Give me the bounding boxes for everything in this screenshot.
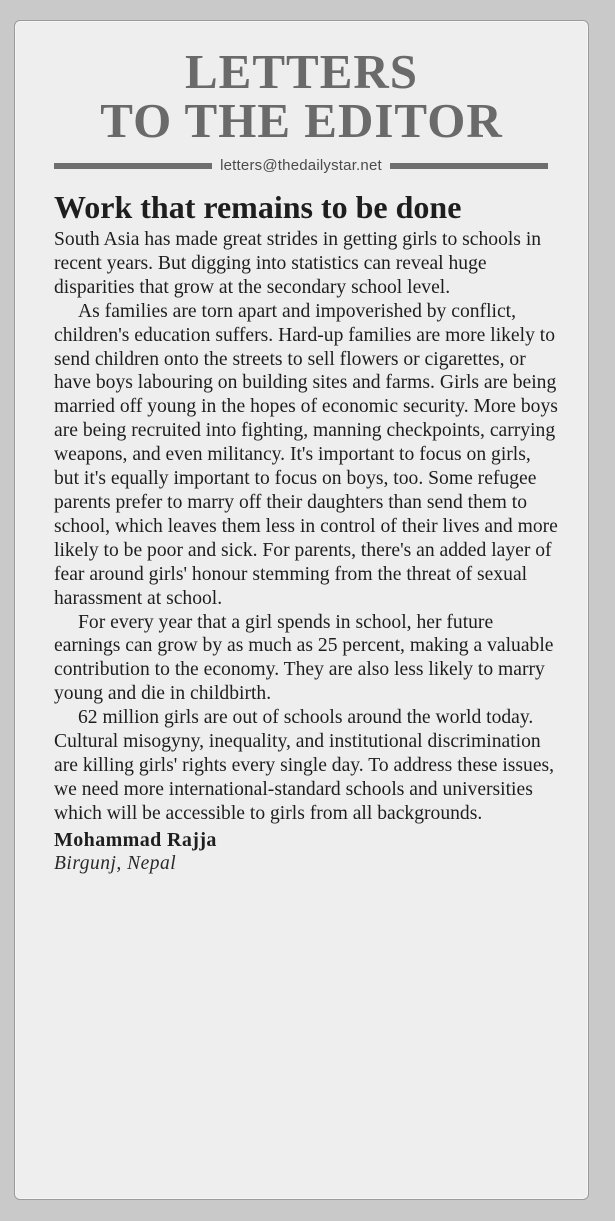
author-name: Mohammad Rajja (54, 828, 217, 851)
letter-headline: Work that remains to be done (54, 189, 462, 225)
paragraph-4: 62 million girls are out of schools around the world today. Cultural misogyny, inequality, and institutional discrimination are killing girls' rights every single day. To address these issues, we need more international-standard schools and universities which will be accessible to girls from all backgrounds. (54, 707, 555, 824)
masthead-title-line2: TO THE EDITOR (100, 93, 503, 148)
left-rule (54, 163, 212, 169)
masthead (15, 44, 588, 148)
letter-body (15, 174, 588, 876)
author-location: Birgunj, Nepal (54, 852, 177, 874)
masthead-title-line1: LETTERS (184, 44, 419, 99)
email-row (54, 157, 548, 174)
letters-column (14, 20, 589, 1200)
editor-email: letters@thedailystar.net (220, 157, 382, 174)
right-rule (390, 163, 548, 169)
paragraph-2: As families are torn apart and impoverished by conflict, children's education suffers. Hard-up families are more likely to send children onto the streets to sell flowers or cigarettes, or have boys labouring on building sites and farms. Girls are being married off young in the hopes of economic security. More boys are being recruited into fighting, manning checkpoints, carrying weapons, and even militancy. It's important to focus on girls, but it's equally important to focus on boys, too. Some refugee parents prefer to marry off their daughters than send them to school, which leaves them less in control of their lives and more likely to be poor and sick. For parents, there's an added layer of fear around girls' honour stemming from the threat of sexual harassment at school. (54, 300, 558, 609)
paragraph-3: For every year that a girl spends in school, her future earnings can grow by as much as 25 percent, making a valuable contribution to the economy. They are also less likely to marry young and die in childbirth. (54, 611, 554, 705)
paragraph-1: South Asia has made great strides in getting girls to schools in recent years. But digging into statistics can reveal huge disparities that grow at the secondary school level. (54, 229, 542, 298)
